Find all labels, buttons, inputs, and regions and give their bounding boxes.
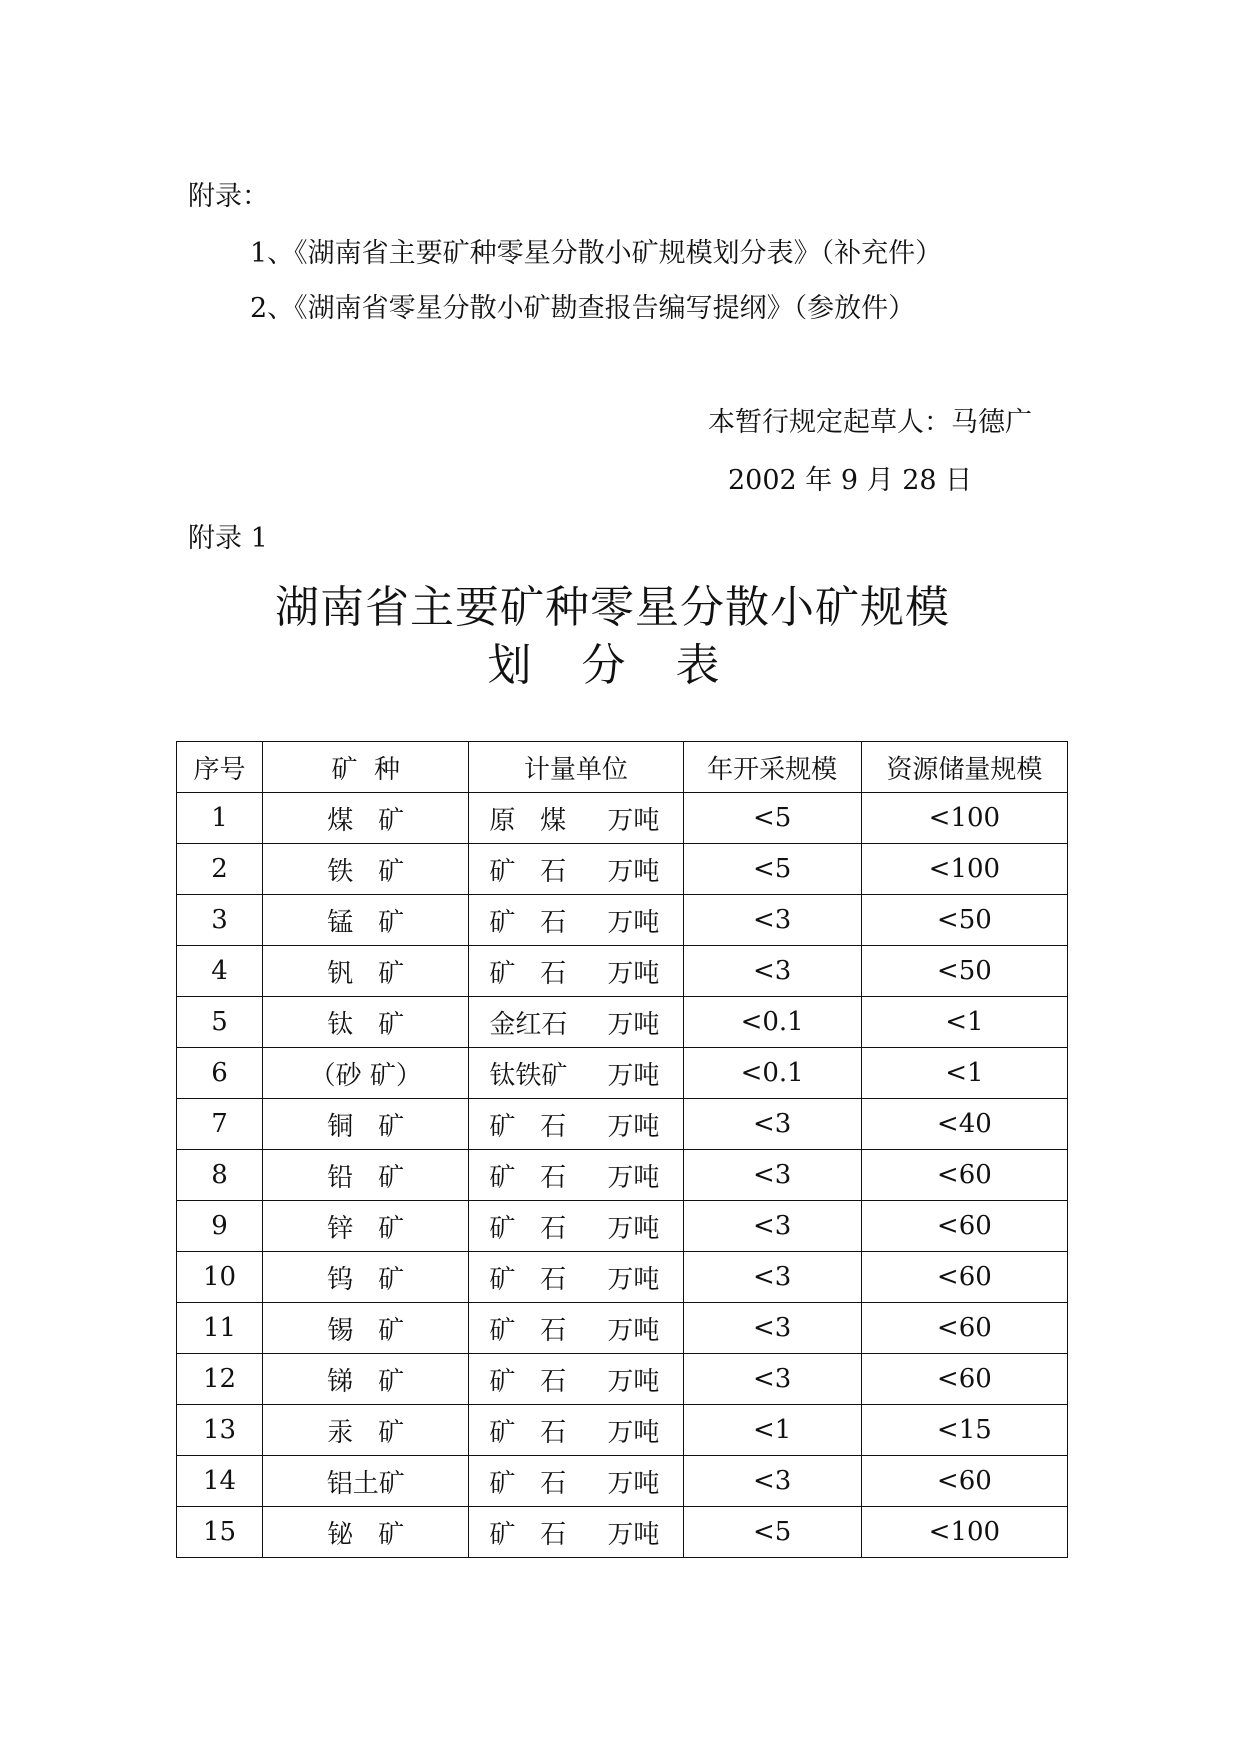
mine-scale-table bbox=[176, 741, 1068, 1558]
unit-measure: 万吨 bbox=[607, 1468, 660, 1499]
row-number: 8 bbox=[177, 1150, 263, 1201]
mineral-name: 铜 矿 bbox=[263, 1099, 469, 1150]
unit-cell bbox=[469, 1048, 683, 1099]
table-body bbox=[177, 793, 1068, 1558]
reserve-scale: <100 bbox=[861, 844, 1067, 895]
table-row bbox=[177, 895, 1068, 946]
table-header-row bbox=[177, 742, 1068, 793]
row-number: 10 bbox=[177, 1252, 263, 1303]
mineral-name: 锌 矿 bbox=[263, 1201, 469, 1252]
date-line: 2002 年 9 月 28 日 bbox=[728, 465, 973, 496]
mineral-name: 钨 矿 bbox=[263, 1252, 469, 1303]
mineral-name: 锰 矿 bbox=[263, 895, 469, 946]
unit-measure: 万吨 bbox=[607, 1162, 660, 1193]
reserve-scale: <50 bbox=[861, 895, 1067, 946]
table-row bbox=[177, 1201, 1068, 1252]
unit-cell bbox=[469, 895, 683, 946]
table-row bbox=[177, 1405, 1068, 1456]
unit-cell bbox=[469, 1507, 683, 1558]
appendix-item: 2、《湖南省零星分散小矿勘查报告编写提纲》（参放件） bbox=[250, 293, 916, 324]
unit-material: 矿 石 bbox=[489, 856, 567, 887]
mineral-name: 铅 矿 bbox=[263, 1150, 469, 1201]
row-number: 2 bbox=[177, 844, 263, 895]
unit-measure: 万吨 bbox=[607, 1009, 660, 1040]
unit-measure: 万吨 bbox=[607, 1366, 660, 1397]
unit-material: 矿 石 bbox=[489, 1468, 567, 1499]
row-number: 1 bbox=[177, 793, 263, 844]
unit-material: 矿 石 bbox=[489, 1417, 567, 1448]
reserve-scale: <60 bbox=[861, 1303, 1067, 1354]
table-row bbox=[177, 1507, 1068, 1558]
mineral-name: 锑 矿 bbox=[263, 1354, 469, 1405]
row-number: 4 bbox=[177, 946, 263, 997]
unit-measure: 万吨 bbox=[607, 805, 660, 836]
unit-measure: 万吨 bbox=[607, 907, 660, 938]
unit-material: 矿 石 bbox=[489, 1366, 567, 1397]
annual-scale: <3 bbox=[683, 1201, 861, 1252]
unit-measure: 万吨 bbox=[607, 1213, 660, 1244]
annual-scale: <5 bbox=[683, 1507, 861, 1558]
unit-cell bbox=[469, 844, 683, 895]
table-row bbox=[177, 1099, 1068, 1150]
unit-material: 矿 石 bbox=[489, 1162, 567, 1193]
unit-measure: 万吨 bbox=[607, 1060, 660, 1091]
row-number: 12 bbox=[177, 1354, 263, 1405]
header-unit: 计量单位 bbox=[469, 742, 683, 793]
unit-material: 原 煤 bbox=[489, 805, 567, 836]
table-row bbox=[177, 1354, 1068, 1405]
annual-scale: <3 bbox=[683, 1252, 861, 1303]
unit-cell bbox=[469, 793, 683, 844]
header-mineral: 矿 种 bbox=[263, 742, 469, 793]
table-row bbox=[177, 997, 1068, 1048]
table-row bbox=[177, 946, 1068, 997]
header-no: 序号 bbox=[177, 742, 263, 793]
row-number: 5 bbox=[177, 997, 263, 1048]
unit-cell bbox=[469, 1303, 683, 1354]
document-title-second-line: 划 分 表 bbox=[487, 640, 738, 691]
annual-scale: <3 bbox=[683, 1456, 861, 1507]
unit-material: 钛铁矿 bbox=[489, 1060, 568, 1091]
unit-cell bbox=[469, 1201, 683, 1252]
unit-measure: 万吨 bbox=[607, 958, 660, 989]
annual-scale: <3 bbox=[683, 946, 861, 997]
reserve-scale: <50 bbox=[861, 946, 1067, 997]
unit-measure: 万吨 bbox=[607, 1315, 660, 1346]
table-row bbox=[177, 844, 1068, 895]
annual-scale: <0.1 bbox=[683, 1048, 861, 1099]
annual-scale: <1 bbox=[683, 1405, 861, 1456]
reserve-scale: <40 bbox=[861, 1099, 1067, 1150]
mineral-name: 钛 矿 bbox=[263, 997, 469, 1048]
appendix-heading: 附录： bbox=[188, 181, 269, 212]
unit-cell bbox=[469, 1099, 683, 1150]
table-row bbox=[177, 1252, 1068, 1303]
unit-material: 矿 石 bbox=[489, 1213, 567, 1244]
mineral-name: （砂 矿） bbox=[263, 1048, 469, 1099]
unit-measure: 万吨 bbox=[607, 1111, 660, 1142]
unit-measure: 万吨 bbox=[607, 1264, 660, 1295]
unit-material: 矿 石 bbox=[489, 958, 567, 989]
unit-measure: 万吨 bbox=[607, 856, 660, 887]
reserve-scale: <60 bbox=[861, 1150, 1067, 1201]
unit-material: 矿 石 bbox=[489, 1111, 567, 1142]
unit-cell bbox=[469, 1456, 683, 1507]
unit-material: 金红石 bbox=[489, 1009, 568, 1040]
mineral-name: 钒 矿 bbox=[263, 946, 469, 997]
appendix-label: 附录 1 bbox=[188, 523, 268, 554]
reserve-scale: <60 bbox=[861, 1201, 1067, 1252]
unit-material: 矿 石 bbox=[489, 1315, 567, 1346]
reserve-scale: <100 bbox=[861, 1507, 1067, 1558]
reserve-scale: <60 bbox=[861, 1456, 1067, 1507]
unit-material: 矿 石 bbox=[489, 1264, 567, 1295]
unit-cell bbox=[469, 1405, 683, 1456]
document-title: 湖南省主要矿种零星分散小矿规模 bbox=[275, 582, 950, 633]
row-number: 13 bbox=[177, 1405, 263, 1456]
row-number: 11 bbox=[177, 1303, 263, 1354]
reserve-scale: <100 bbox=[861, 793, 1067, 844]
mineral-name: 煤 矿 bbox=[263, 793, 469, 844]
reserve-scale: <1 bbox=[861, 997, 1067, 1048]
unit-cell bbox=[469, 1252, 683, 1303]
unit-measure: 万吨 bbox=[607, 1417, 660, 1448]
appendix-item: 1、《湖南省主要矿种零星分散小矿规模划分表》（补充件） bbox=[250, 238, 943, 269]
table-row bbox=[177, 1048, 1068, 1099]
row-number: 7 bbox=[177, 1099, 263, 1150]
mineral-name: 铁 矿 bbox=[263, 844, 469, 895]
annual-scale: <0.1 bbox=[683, 997, 861, 1048]
mineral-name: 铝土矿 bbox=[263, 1456, 469, 1507]
unit-cell bbox=[469, 1150, 683, 1201]
table-row bbox=[177, 1150, 1068, 1201]
table-row bbox=[177, 793, 1068, 844]
reserve-scale: <60 bbox=[861, 1354, 1067, 1405]
row-number: 15 bbox=[177, 1507, 263, 1558]
header-reserve-scale: 资源储量规模 bbox=[861, 742, 1067, 793]
mineral-name: 锡 矿 bbox=[263, 1303, 469, 1354]
table-row bbox=[177, 1456, 1068, 1507]
annual-scale: <3 bbox=[683, 1354, 861, 1405]
drafter-line: 本暂行规定起草人：马德广 bbox=[708, 407, 1032, 438]
annual-scale: <5 bbox=[683, 844, 861, 895]
annual-scale: <5 bbox=[683, 793, 861, 844]
unit-measure: 万吨 bbox=[607, 1519, 660, 1550]
reserve-scale: <60 bbox=[861, 1252, 1067, 1303]
annual-scale: <3 bbox=[683, 1150, 861, 1201]
row-number: 9 bbox=[177, 1201, 263, 1252]
annual-scale: <3 bbox=[683, 895, 861, 946]
row-number: 6 bbox=[177, 1048, 263, 1099]
annual-scale: <3 bbox=[683, 1099, 861, 1150]
row-number: 3 bbox=[177, 895, 263, 946]
header-annual-scale: 年开采规模 bbox=[683, 742, 861, 793]
mineral-name: 铋 矿 bbox=[263, 1507, 469, 1558]
unit-cell bbox=[469, 997, 683, 1048]
unit-cell bbox=[469, 946, 683, 997]
reserve-scale: <15 bbox=[861, 1405, 1067, 1456]
unit-material: 矿 石 bbox=[489, 907, 567, 938]
row-number: 14 bbox=[177, 1456, 263, 1507]
table-row bbox=[177, 1303, 1068, 1354]
unit-cell bbox=[469, 1354, 683, 1405]
unit-material: 矿 石 bbox=[489, 1519, 567, 1550]
reserve-scale: <1 bbox=[861, 1048, 1067, 1099]
mineral-name: 汞 矿 bbox=[263, 1405, 469, 1456]
annual-scale: <3 bbox=[683, 1303, 861, 1354]
